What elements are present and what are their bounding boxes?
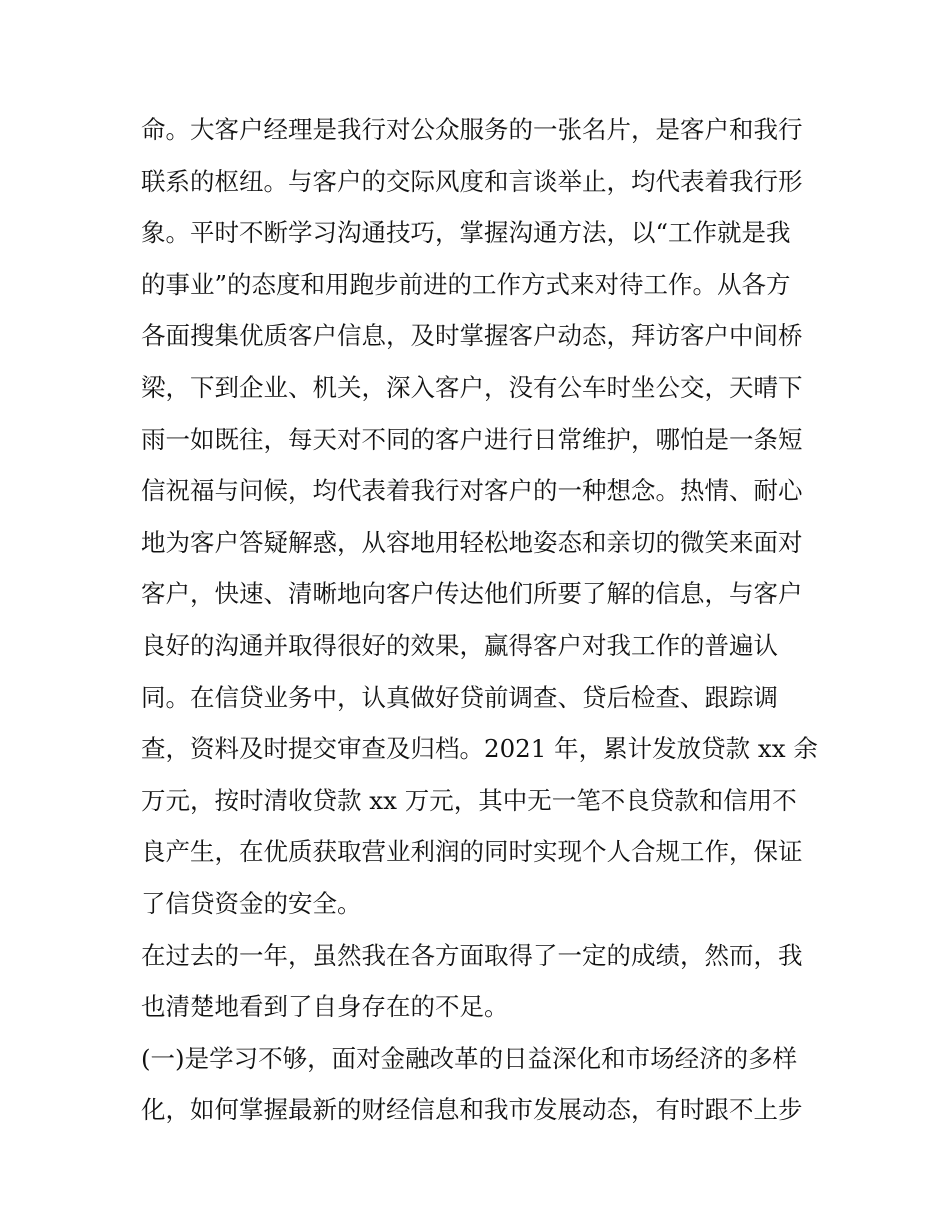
text-line: 客户，快速、清晰地向客户传达他们所要了解的信息，与客户 — [141, 579, 803, 609]
document-body — [141, 104, 821, 1136]
text-line: 了信贷资金的安全。 — [141, 888, 362, 918]
text-line: 象。平时不断学习沟通技巧，掌握沟通方法，以“工作就是我 — [141, 218, 791, 248]
text-line: 查，资料及时提交审查及归档。2021 年，累计发放贷款 xx 余 — [141, 734, 818, 764]
text-line: 地为客户答疑解惑，从容地用轻松地姿态和亲切的微笑来面对 — [141, 527, 803, 557]
text-line: 万元，按时清收贷款 xx 万元，其中无一笔不良贷款和信用不 — [141, 785, 797, 815]
text-line: 良好的沟通并取得很好的效果，赢得客户对我工作的普遍认 — [141, 630, 778, 660]
text-line: 同。在信贷业务中，认真做好贷前调查、贷后检查、跟踪调 — [141, 682, 778, 712]
text-line: 也清楚地看到了自身存在的不足。 — [141, 992, 509, 1022]
text-line: 的事业”的态度和用跑步前进的工作方式来对待工作。从各方 — [141, 269, 791, 299]
text-line: 良产生，在优质获取营业利润的同时实现个人合规工作，保证 — [141, 837, 803, 867]
text-line: 化，如何掌握最新的财经信息和我市发展动态，有时跟不上步 — [141, 1095, 803, 1125]
text-line: 在过去的一年，虽然我在各方面取得了一定的成绩，然而，我 — [141, 940, 803, 970]
text-line: 各面搜集优质客户信息，及时掌握客户动态，拜访客户中间桥 — [141, 321, 803, 351]
text-line: 联系的枢纽。与客户的交际风度和言谈举止，均代表着我行形 — [141, 166, 803, 196]
text-line: 雨一如既往，每天对不同的客户进行日常维护，哪怕是一条短 — [141, 424, 803, 454]
text-line: 命。大客户经理是我行对公众服务的一张名片，是客户和我行 — [141, 115, 803, 144]
text-line: 信祝福与问候，均代表着我行对客户的一种想念。热情、耐心 — [141, 476, 803, 506]
text-line: 梁，下到企业、机关，深入客户，没有公车时坐公交，天晴下 — [141, 372, 803, 402]
text-line: (一)是学习不够，面对金融改革的日益深化和市场经济的多样 — [141, 1043, 798, 1073]
